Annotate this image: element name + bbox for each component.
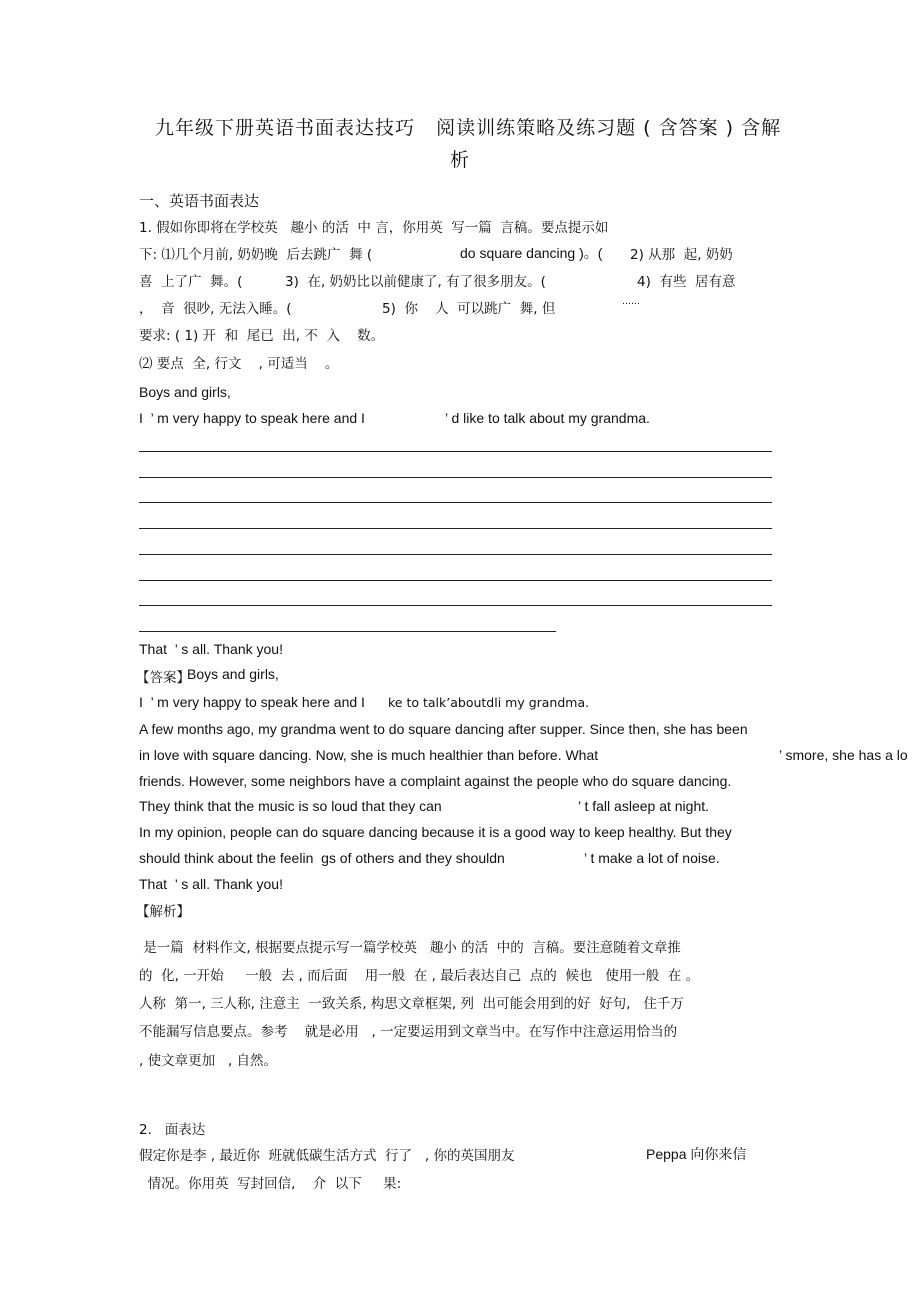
page-title-line2: 析	[450, 149, 471, 171]
question-1-line-2a: 下: ⑴几个月前, 奶奶晚 后去跳广 舞 (	[139, 247, 373, 263]
page-title-line1: 九年级下册英语书面表达技巧 阅读训练策略及练习题 ( 含答案 ) 含解	[155, 117, 782, 139]
section-heading: 一、英语书面表达	[139, 192, 260, 210]
question-1-line-3a: 喜 上了广 舞。(	[139, 274, 243, 290]
answer-line-7b: ’ t make a lot of noise.	[584, 850, 720, 866]
letter-opening-a: I ’ m very happy to speak here and I	[139, 410, 365, 426]
answer-line-5b: ’ t fall asleep at night.	[578, 798, 710, 814]
writing-line	[139, 477, 772, 478]
writing-line	[139, 631, 556, 632]
answer-line-1b: ke to talk’aboutdli my grandma.	[388, 695, 590, 710]
question-1-line-3b: 3) 在, 奶奶比以前健康了, 有了很多朋友。(	[285, 274, 546, 290]
question-2-heading: 2. 面表达	[139, 1122, 206, 1138]
answer-line-1a: I ’ m very happy to speak here and I	[139, 694, 365, 710]
question-1-requirement-1: 要求: ( 1) 开 和 尾已 出, 不 入 数。	[139, 328, 385, 344]
letter-opening-b: ’ d like to talk about my grandma.	[445, 410, 650, 426]
question-1-line-4a: ， 音 很吵, 无法入睡。(	[139, 301, 292, 317]
answer-line-3b: ’ smore, she has a lo	[779, 747, 908, 763]
analysis-line-2: 的 化, 一开始 一般 去 , 而后面 用一般 在 , 最后表达自己 点的 候也 使用一般 在 。	[139, 968, 700, 984]
writing-line	[139, 451, 772, 452]
question-1-line-2b: do square dancing )。(	[460, 245, 603, 261]
answer-line-6: In my opinion, people can do square dancing because it is a good way to keep healthy. But they	[139, 824, 732, 840]
analysis-line-5: , 使文章更加 , 自然。	[139, 1053, 278, 1069]
question-1-line-4c: ……	[622, 297, 640, 307]
letter-closing: That ’ s all. Thank you!	[139, 641, 283, 657]
writing-line	[139, 554, 772, 555]
answer-line-3a: in love with square dancing. Now, she is much healthier than before. What	[139, 747, 599, 763]
letter-greeting: Boys and girls,	[139, 384, 231, 400]
answer-greeting: Boys and girls,	[187, 666, 279, 682]
question-2-line-2a: 假定你是李 , 最近你 班就低碳生活方式 行了 , 你的英国朋友	[139, 1148, 515, 1164]
writing-line	[139, 605, 772, 606]
question-1-line-1: 1. 假如你即将在学校英 趣小 的活 中 言，你用英 写一篇 言稿。要点提示如	[139, 220, 609, 236]
writing-line	[139, 502, 772, 503]
answer-label: 【答案】	[136, 670, 190, 686]
question-2-line-2b: Peppa 向你来信	[646, 1146, 747, 1162]
question-1-requirement-2: ⑵ 要点 全, 行文 , 可适当 。	[139, 356, 339, 372]
analysis-label: 【解析】	[136, 904, 190, 920]
question-2-line-3: 情况。你用英 写封回信, 介 以下 果:	[139, 1176, 402, 1192]
answer-line-2: A few months ago, my grandma went to do square dancing after supper. Since then, she has been	[139, 721, 748, 737]
analysis-line-4: 不能漏写信息要点。参考 就是必用 , 一定要运用到文章当中。在写作中注意运用恰当的	[139, 1024, 678, 1040]
question-1-line-3c: 4) 有些 居有意	[637, 274, 736, 290]
question-1-line-4b: 5) 你 人 可以跳广 舞, 但	[382, 301, 556, 317]
answer-line-4: friends. However, some neighbors have a complaint against the people who do square dancing.	[139, 773, 732, 789]
answer-line-7a: should think about the feelin gs of others and they shouldn	[139, 850, 505, 866]
analysis-line-1: 是一篇 材料作文, 根据要点提示写一篇学校英 趣小 的活 中的 言稿。要注意随着文章推	[139, 940, 681, 956]
answer-line-8: That ’ s all. Thank you!	[139, 876, 283, 892]
analysis-line-3: 人称 第一, 三人称, 注意主 一致关系, 构思文章框架, 列 出可能会用到的好 好句, 住千万	[139, 996, 684, 1012]
writing-line	[139, 528, 772, 529]
answer-line-5a: They think that the music is so loud that they can	[139, 798, 442, 814]
writing-line	[139, 580, 772, 581]
question-1-line-2c: 2) 从那 起, 奶奶	[630, 247, 733, 263]
